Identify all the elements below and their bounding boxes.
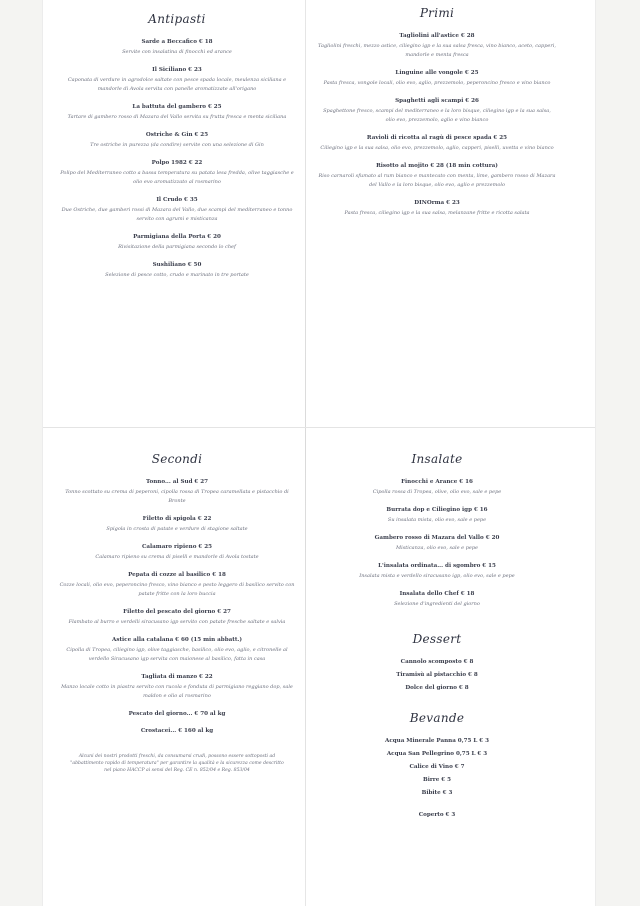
primi-item-description: Spaghettone fresco, scampi del mediterraneo e la loro bisque, ciliegino igp e la sua salsa, olio evo, prezzemolo, aglio e vino bianco xyxy=(323,108,551,123)
insalate-item-description: Insalata mista e verdello siracusano igp, olio evo, sale e pepe xyxy=(359,573,515,579)
coperto-label: Coperto € 3 xyxy=(418,812,456,818)
insalate-item xyxy=(312,590,562,609)
primi-item-name: Linguine alle vongole € 25 xyxy=(395,70,479,76)
dessert-item xyxy=(312,684,562,692)
primi-item xyxy=(312,32,562,60)
antipasti-item-name: Il Crudo € 35 xyxy=(156,197,198,203)
antipasti-item-description: Rivisitazione della parmigiana secondo lo chef xyxy=(118,244,236,250)
secondi-item xyxy=(52,608,302,627)
insalate-item-description: Su insalata mista, olio evo, sale e pepe xyxy=(387,517,487,523)
secondi-item-name: Pescato del giorno... € 70 al kg xyxy=(128,711,226,717)
insalate-item-name: Burrata dop e Ciliegino igp € 16 xyxy=(386,507,488,513)
antipasti-item-name: Parmigiana della Porta € 20 xyxy=(133,234,221,240)
primi-item-name: DINOrma € 23 xyxy=(414,200,460,206)
secondi-heading: Secondi xyxy=(151,452,203,466)
insalate-heading: Insalate xyxy=(411,452,463,466)
bevande-item-name: Bibite € 3 xyxy=(421,790,453,796)
dessert-item xyxy=(312,658,562,666)
antipasti-item xyxy=(52,131,302,150)
antipasti-item xyxy=(52,66,302,94)
antipasti-item xyxy=(52,261,302,280)
insalate-item-description: Selezione d'ingredienti del giorno xyxy=(394,601,480,607)
secondi-item xyxy=(52,727,302,735)
primi-list xyxy=(312,32,562,218)
horizontal-fold-line xyxy=(43,427,595,428)
secondi-item xyxy=(52,636,302,664)
primi-item-description: Tagliolini freschi, mezzo astice, ciliegino igp e la sua salsa fresca, vino bianco, aceto, capperi, mandorle e menta fresca xyxy=(318,43,556,58)
antipasti-item xyxy=(52,233,302,252)
primi-item xyxy=(312,97,562,125)
antipasti-section xyxy=(52,12,302,289)
antipasti-item xyxy=(52,196,302,224)
secondi-item xyxy=(52,673,302,701)
primi-section xyxy=(312,6,562,227)
secondi-section xyxy=(52,452,302,774)
secondi-item-description: Spigola in crosta di patate e verdure di stagione saltate xyxy=(106,526,248,532)
secondi-item-name: Pepata di cozze al basilico € 18 xyxy=(128,572,226,578)
insalate-item-description: Cipolla rossa di Tropea, olive, olio evo, sale e pepe xyxy=(372,489,502,495)
dessert-item-name: Cannolo scomposto € 8 xyxy=(400,659,474,665)
secondi-item-description: Manzo locale cotto in piastra servito con rucola e fonduta di parmigiano reggiano dop, sale maldon e olio al rosmarino xyxy=(61,684,293,699)
insalate-item-name: Insalata dello Chef € 18 xyxy=(399,591,475,597)
insalate-item xyxy=(312,562,562,581)
antipasti-item-description: Selezione di pesce cotto, crudo e marinato in tre portate xyxy=(105,272,249,278)
bevande-item-name: Acqua Minerale Panna 0,75 L € 3 xyxy=(384,738,489,744)
primi-item xyxy=(312,199,562,218)
antipasti-item-description: Tartare di gambero rosso di Mazara del Vallo servita su frutta fresca e menta siciliana xyxy=(67,114,287,120)
secondi-item-name: Tagliata di manzo € 22 xyxy=(141,674,213,680)
antipasti-item-name: Polpo 1982 € 22 xyxy=(151,160,203,166)
secondi-item-description: Calamaro ripieno su crema di piselli e mandorle di Avola tostate xyxy=(95,554,259,560)
haccp-note: Alcuni dei nostri prodotti freschi, da consumarsi crudi, possono essere sottoposti ad "abbattimento rapido di temperatura" per garantire la qualità e la sicurezza come descritto nel piano HACCP ai sensi del Reg. CE n. 852/04 e Reg. 853/04 xyxy=(70,754,284,773)
insalate-item-name: L'insalata ordinata... di sgombro € 15 xyxy=(378,563,496,569)
antipasti-item-description: Tre ostriche in purezza (da condire) servite con una selezione di Gin xyxy=(90,142,264,148)
bevande-heading: Bevande xyxy=(409,711,465,725)
bevande-item xyxy=(312,750,562,758)
secondi-item-name: Filetto di spigola € 22 xyxy=(142,516,212,522)
insalate-item-name: Finocchi e Arance € 16 xyxy=(401,479,473,485)
antipasti-item-description: Polipo del Mediterraneo cotto a bassa temperatura su patata lesa fredda, olive taggiasche e olio evo aromatizzato al rosmarino xyxy=(60,170,294,185)
secondi-item xyxy=(52,515,302,534)
antipasti-item-description: Due Ostriche, due gamberi rossi di Mazara del Vallo, due scampi del mediterraneo e tonno servito con agrumi e misticanza xyxy=(61,207,293,222)
secondi-item-name: Calamaro ripieno € 25 xyxy=(141,544,213,550)
antipasti-item-name: Il Siciliano € 23 xyxy=(152,67,202,73)
secondi-item-description: Tonno scottato su crema di peperoni, cipolla rossa di Tropea caramellata e pistacchio di Bronte xyxy=(65,489,289,504)
insalate-list xyxy=(312,478,562,609)
primi-item-name: Spaghetti agli scampi € 26 xyxy=(395,98,479,104)
secondi-item-name: Tonno... al Sud € 27 xyxy=(145,479,209,485)
antipasti-item-name: La battuta del gambero € 25 xyxy=(132,104,222,110)
antipasti-list xyxy=(52,38,302,280)
primi-item-description: Pasta fresca, ciliegino igp e la sua salsa, melanzane fritte e ricotta salata xyxy=(344,210,530,216)
primi-item-name: Ravioli di ricotta al ragù di pesce spada € 25 xyxy=(366,135,508,141)
dessert-item-name: Tiramisù al pistacchio € 8 xyxy=(396,672,478,678)
secondi-list xyxy=(52,478,302,735)
bevande-list xyxy=(312,737,562,797)
bevande-item-name: Calice di Vino € 7 xyxy=(409,764,465,770)
primi-item xyxy=(312,162,562,190)
primi-item xyxy=(312,69,562,88)
secondi-item xyxy=(52,543,302,562)
antipasti-item-name: Sarde a Beccafico € 18 xyxy=(141,39,213,45)
bevande-item-name: Acqua San Pellegrino 0,75 L € 3 xyxy=(386,751,488,757)
bevande-item xyxy=(312,737,562,745)
secondi-item xyxy=(52,710,302,718)
primi-item-description: Pasta fresca, vongole locali, olio evo, aglio, prezzemolo, peperoncino fresco e vino bianco xyxy=(323,80,551,86)
primi-item-description: Ciliegino igp e la sua salsa, olio evo, prezzemolo, aglio, capperi, piselli, uvetta e vino bianco xyxy=(320,145,554,151)
antipasti-item-description: Caponata di verdure in agrodolce saltate con pesce spada locale, meulenza siciliana e mandorle di Avola servita con panelle aromatizzate all'origano xyxy=(67,77,287,92)
primi-heading: Primi xyxy=(419,6,455,20)
secondi-item xyxy=(52,571,302,599)
antipasti-item xyxy=(52,38,302,57)
secondi-item xyxy=(52,478,302,506)
dessert-heading: Dessert xyxy=(412,632,462,646)
insalate-item xyxy=(312,534,562,553)
dessert-item-name: Dolce del giorno € 8 xyxy=(405,685,469,691)
primi-item-name: Risotto al mojito € 28 (18 min cottura) xyxy=(376,163,498,169)
insalate-item-description: Misticanza, olio evo, sale e pepe xyxy=(395,545,479,551)
insalate-item-name: Gambero rosso di Mazara del Vallo € 20 xyxy=(374,535,500,541)
secondi-item-name: Crostacei... € 160 al kg xyxy=(140,728,214,734)
bevande-item-name: Birre € 5 xyxy=(423,777,451,783)
secondi-item-description: Flambato al burro e verdelli siracusano igp servito con patate fresche saltate e salvia xyxy=(68,619,286,625)
insalate-item xyxy=(312,506,562,525)
antipasti-item xyxy=(52,103,302,122)
antipasti-item-description: Servite con insalatina di finocchi ed arance xyxy=(122,49,232,55)
bevande-item xyxy=(312,763,562,771)
right-bottom-column xyxy=(312,452,562,828)
bevande-item xyxy=(312,789,562,797)
dessert-list xyxy=(312,658,562,692)
primi-item-description: Riso carnaroli sfumato al rum bianco e mantecato con menta, lime, gambero rosso di Mazara del Vallo e la loro bisque, olio evo, aglio e prezzemolo xyxy=(318,173,556,188)
primi-item xyxy=(312,134,562,153)
antipasti-heading: Antipasti xyxy=(148,12,206,26)
secondi-item-description: Cipolla di Tropea, ciliegino igp, olive taggiasche, basilico, olio evo, aglio, e citronelle al verdello Siracusano igp servita con maionese al basilico, fatta in casa xyxy=(66,647,288,662)
dessert-item xyxy=(312,671,562,679)
antipasti-item-name: Sushiliano € 50 xyxy=(152,262,202,268)
primi-item-name: Tagliolini all'astice € 28 xyxy=(399,33,475,39)
secondi-item-name: Astice alla catalana € 60 (15 min abbatt.) xyxy=(111,637,243,643)
antipasti-item xyxy=(52,159,302,187)
vertical-fold-line xyxy=(305,0,306,906)
secondi-item-description: Cozze locali, olio evo, peperoncino fresco, vino bianco e pesto leggero di basilico servito con patate fritte con la loro buccia xyxy=(59,582,295,597)
antipasti-item-name: Ostriche & Gin € 25 xyxy=(145,132,209,138)
insalate-item xyxy=(312,478,562,497)
secondi-item-name: Filetto del pescato del giorno € 27 xyxy=(123,609,231,615)
bevande-item xyxy=(312,776,562,784)
